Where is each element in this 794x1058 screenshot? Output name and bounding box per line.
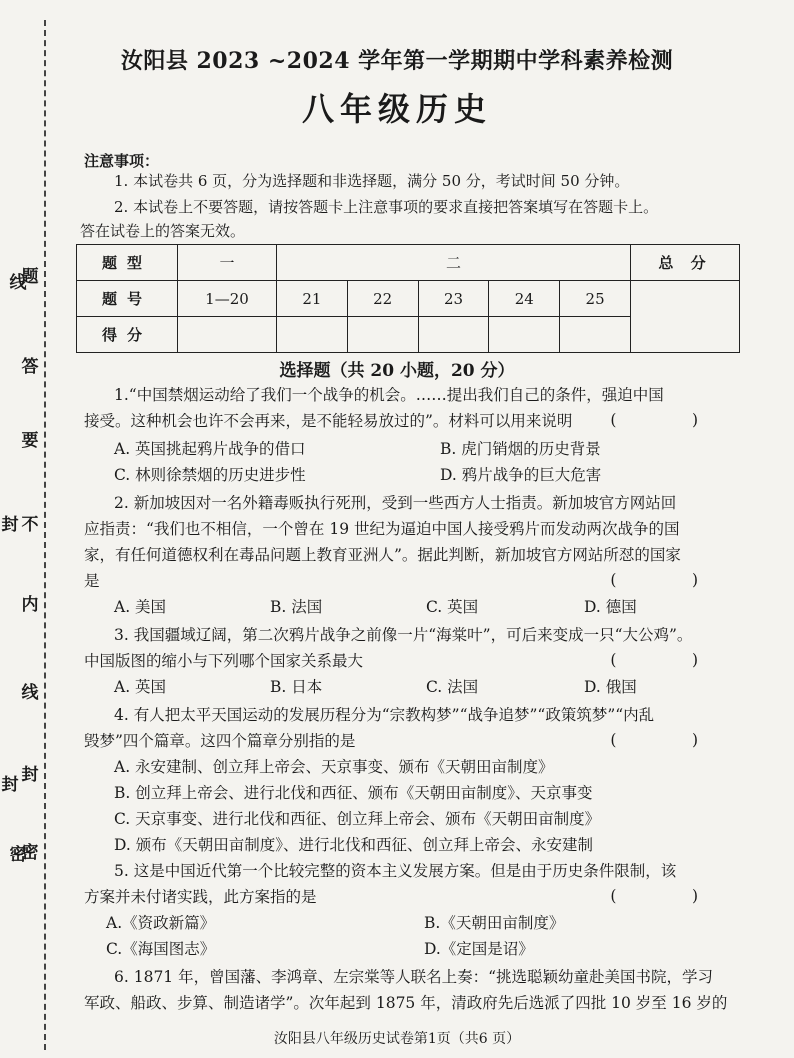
option-b: B. 创立拜上帝会、进行北伐和西征、颁布《天朝田亩制度》、天京事变 xyxy=(114,784,593,802)
question-line: 方案并未付诸实践，此方案指的是 xyxy=(84,888,317,906)
total-score-label: 总 分 xyxy=(631,245,740,281)
question-line: 接受。这种机会也许不会再来，是不能轻易放过的”。材料可以用来说明 xyxy=(84,412,573,430)
margin-char: 封 xyxy=(21,765,39,785)
question-line: 3. 我国疆域辽阔，第二次鸦片战争之前像一片“海棠叶”，可后来变成一只“大公鸡”。 xyxy=(114,626,693,644)
margin-char: 要 xyxy=(21,431,39,451)
option-a: A.《资政新篇》 xyxy=(106,914,216,932)
margin-char: 封 xyxy=(1,775,19,795)
option-a: A. 美国 xyxy=(114,598,167,616)
note-item: 答在试卷上的答案无效。 xyxy=(80,222,246,240)
option-d: D. 俄国 xyxy=(584,678,637,696)
score-cell xyxy=(277,317,348,353)
question-line: 家，有任何道德权利在毒品问题上教育亚洲人”。据此判断，新加坡官方网站所怼的国家 xyxy=(84,546,681,564)
question-4-options xyxy=(114,754,734,858)
binding-margin-text-right xyxy=(20,0,40,1058)
margin-char: 内 xyxy=(21,595,39,615)
score-cell xyxy=(489,317,560,353)
part-one-cell: 一 xyxy=(178,245,277,281)
margin-char: 不 xyxy=(21,515,39,535)
option-b: B. 法国 xyxy=(270,598,323,616)
question-3-options xyxy=(114,674,734,700)
score-cell xyxy=(560,317,631,353)
option-a: A. 永安建制、创立拜上帝会、天京事变、颁布《天朝田亩制度》 xyxy=(114,758,554,776)
option-c: C. 天京事变、进行北伐和西征、创立拜上帝会、颁布《天朝田亩制度》 xyxy=(114,810,601,828)
margin-char: 线 xyxy=(9,273,27,293)
question-line: 军政、船政、步算、制造诸学”。次年起到 1875 年，清政府先后选派了四批 10 岁至 16 岁的 xyxy=(84,994,728,1012)
row-label-number: 题号 xyxy=(77,281,178,317)
option-c: C. 英国 xyxy=(426,598,479,616)
question-2-options xyxy=(114,594,734,620)
section-title: 选择题（共 20 小题，20 分） xyxy=(279,361,515,381)
option-c: C. 法国 xyxy=(426,678,479,696)
question-line: 1.“中国禁烟运动给了我们一个战争的机会。……提出我们自己的条件，强迫中国 xyxy=(114,386,664,404)
number-cell: 1—20 xyxy=(178,281,277,317)
option-a: A. 英国挑起鸦片战争的借口 xyxy=(114,440,306,458)
question-line: 应指责：“我们也不相信，一个曾在 19 世纪为逼迫中国人接受鸦片而发动两次战争的国 xyxy=(84,520,680,538)
score-table xyxy=(76,244,740,353)
number-cell: 21 xyxy=(277,281,348,317)
question-line: 2. 新加坡因对一名外籍毒贩执行死刑，受到一些西方人士指责。新加坡官方网站回 xyxy=(114,494,677,512)
question-line: 4. 有人把太平天国运动的发展历程分为“宗教构梦”“战争追梦”“政策筑梦”“内乱 xyxy=(114,706,655,724)
answer-paren: ( ) xyxy=(610,887,728,905)
option-b: B. 日本 xyxy=(270,678,323,696)
option-c: C. 林则徐禁烟的历史进步性 xyxy=(114,466,306,484)
margin-char: 密 xyxy=(9,845,27,865)
total-score-cell xyxy=(631,281,740,353)
score-cell xyxy=(418,317,489,353)
notes-heading: 注意事项： xyxy=(84,152,160,170)
option-d: D. 德国 xyxy=(584,598,637,616)
question-line: 中国版图的缩小与下列哪个国家关系最大 xyxy=(84,652,364,670)
answer-paren: ( ) xyxy=(610,411,728,429)
question-1-options xyxy=(114,436,734,488)
binding-margin-text-left xyxy=(0,0,20,1058)
margin-char: 题 xyxy=(21,267,39,287)
option-b: B. 虎门销烟的历史背景 xyxy=(440,440,601,458)
question-line: 毁梦”四个篇章。这四个篇章分别指的是 xyxy=(84,732,356,750)
margin-char: 线 xyxy=(21,683,39,703)
score-cell xyxy=(347,317,418,353)
number-cell: 25 xyxy=(560,281,631,317)
score-cell xyxy=(178,317,277,353)
row-label-score: 得分 xyxy=(77,317,178,353)
note-item: 2. 本试卷上不要答题，请按答题卡上注意事项的要求直接把答案填写在答题卡上。 xyxy=(114,198,659,216)
question-line: 是 xyxy=(84,572,100,590)
page-footer: 汝阳县八年级历史试卷第1页（共6 页） xyxy=(273,1031,521,1047)
option-d: D. 鸦片战争的巨大危害 xyxy=(440,466,602,484)
question-6 xyxy=(84,964,744,1016)
option-a: A. 英国 xyxy=(114,678,167,696)
question-5-options xyxy=(106,910,726,962)
answer-paren: ( ) xyxy=(610,651,728,669)
margin-char: 封 xyxy=(1,515,19,535)
subject-title: 八年级历史 xyxy=(301,90,492,128)
margin-char: 密 xyxy=(21,843,39,863)
option-b: B.《天朝田亩制度》 xyxy=(424,914,565,932)
binding-dashed-line xyxy=(44,20,46,1050)
option-c: C.《海国图志》 xyxy=(106,940,216,958)
answer-paren: ( ) xyxy=(610,571,728,589)
option-d: D.《定国是诏》 xyxy=(424,940,534,958)
exam-title: 汝阳县 2023 ~2024 学年第一学期期中学科素养检测 xyxy=(120,48,674,74)
note-item: 1. 本试卷共 6 页，分为选择题和非选择题，满分 50 分，考试时间 50 分钟。 xyxy=(114,172,630,190)
number-cell: 22 xyxy=(347,281,418,317)
number-cell: 23 xyxy=(418,281,489,317)
option-d: D. 颁布《天朝田亩制度》、进行北伐和西征、创立拜上帝会、永安建制 xyxy=(114,836,593,854)
question-line: 5. 这是中国近代第一个比较完整的资本主义发展方案。但是由于历史条件限制，该 xyxy=(114,862,677,880)
number-cell: 24 xyxy=(489,281,560,317)
row-label-type: 题型 xyxy=(77,245,178,281)
question-line: 6. 1871 年，曾国藩、李鸿章、左宗棠等人联名上奏：“挑选聪颖幼童赴美国书院，学习 xyxy=(114,968,714,986)
margin-char: 答 xyxy=(21,357,39,377)
answer-paren: ( ) xyxy=(610,731,728,749)
part-two-cell: 二 xyxy=(277,245,631,281)
